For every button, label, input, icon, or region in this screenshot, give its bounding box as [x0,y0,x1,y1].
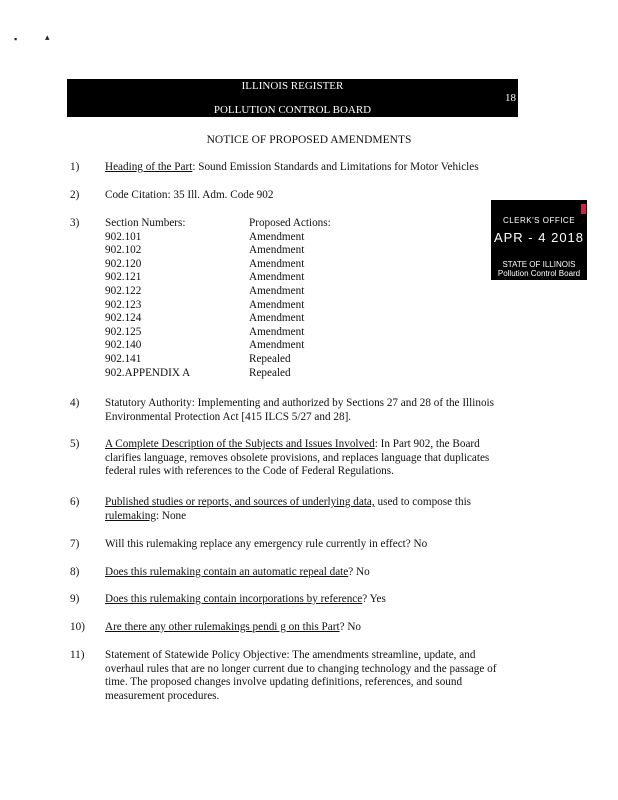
register-header [67,79,518,117]
section-number: 902.140 [105,339,142,352]
proposed-action: Amendment [249,312,305,325]
column-header-sections: Section Numbers: [105,217,186,229]
proposed-action: Amendment [249,284,305,297]
item-text: ? No [339,621,362,633]
item-text: used to compose this [374,496,472,508]
item-label: A Complete Description of the Subjects and Issues Involved [105,438,375,450]
table-row [105,258,365,272]
item-text: ? No [348,566,370,578]
item-label: Does this rulemaking contain incorporations by reference [105,593,363,605]
item-text-line: Statutory Authority: Implementing and authorized by Sections 27 and 28 of the Illinois [105,397,495,409]
table-row [105,353,365,367]
item-label: rulemaking [105,509,156,522]
stamp-date: APR - 4 2018 [493,230,585,245]
section-number: 902.120 [105,257,142,270]
section-number: 902.125 [105,325,142,338]
item-number: 11) [70,649,85,661]
item-label: Heading of the Part [105,161,193,173]
proposed-action: Amendment [249,339,305,352]
table-row [105,231,365,245]
table-row [105,339,365,353]
proposed-action: Amendment [249,257,305,270]
table-row [105,285,365,299]
section-number: 902.APPENDIX A [105,366,191,379]
item-text: : In Part 902, the Board [374,438,480,450]
item-number: 7) [70,538,80,550]
item-text: : Sound Emission Standards and Limitations for Motor Vehicles [192,161,479,173]
stamp-office: CLERK'S OFFICE [502,216,576,225]
section-number: 902.121 [105,271,142,284]
section-number: 902.122 [105,284,142,297]
table-row [105,367,365,381]
table-row [105,312,365,326]
item-text-line: time. The proposed changes involve updating definitions, references, and sound [105,676,463,689]
section-number: 902.124 [105,312,142,325]
section-number: 902.102 [105,244,142,257]
item-number: 6) [70,496,80,508]
proposed-action: Repealed [249,352,291,365]
section-table [105,217,365,380]
section-number: 902.123 [105,298,142,311]
item-number: 5) [70,438,80,450]
item-text-line: federal rules with references to the Code of Federal Regulations. [105,465,394,478]
item-number: 10) [70,621,85,633]
item-number: 9) [70,593,80,605]
stamp-mark [581,204,586,214]
item-text: : None [155,509,187,522]
item-text: Will this rulemaking replace any emergency rule currently in effect? No [105,538,428,550]
section-number: 902.101 [105,230,142,243]
section-number: 902.141 [105,352,142,365]
item-text-line: overhaul rules that are no longer current due to changing technology and the passage of [105,662,497,675]
item-number: 1) [70,161,80,173]
item-text-line: clarifies language, removes obsolete provisions, and replaces language that duplicates [105,451,490,464]
register-name: ILLINOIS REGISTER [241,80,344,92]
page-number: 18 [505,92,516,104]
notice-title: NOTICE OF PROPOSED AMENDMENTS [206,134,412,146]
table-row [105,244,365,258]
item-text: Code Citation: 35 Ill. Adm. Code 902 [105,189,274,201]
section-table-header [105,217,365,231]
item-text-line: Statement of Statewide Policy Objective: The amendments streamline, update, and [105,649,476,661]
item-text-line: measurement procedures. [105,689,220,702]
stamp-state: STATE OF ILLINOIS [502,260,576,269]
table-row [105,299,365,313]
item-number: 4) [70,397,80,409]
received-stamp [491,200,587,280]
item-label: Does this rulemaking contain an automatic repeal date [105,566,349,578]
item-text: ? Yes [362,593,386,605]
item-number: 8) [70,566,80,578]
proposed-action: Amendment [249,271,305,284]
item-number: 2) [70,189,80,201]
item-number: 3) [70,217,80,229]
column-header-actions: Proposed Actions: [249,217,331,229]
table-row [105,326,365,340]
board-name: POLLUTION CONTROL BOARD [213,104,372,116]
proposed-action: Amendment [249,298,305,311]
item-text-line: Environmental Protection Act [415 ILCS 5/27 and 28]. [105,410,352,423]
item-label: Are there any other rulemakings pendi g on this Part [105,621,340,633]
proposed-action: Amendment [249,325,305,338]
stamp-board: Pollution Control Board [497,269,581,278]
item-label: Published studies or reports, and sources of underlying data, [105,496,375,508]
proposed-action: Amendment [249,244,305,257]
proposed-action: Amendment [249,230,305,243]
table-row [105,271,365,285]
proposed-action: Repealed [249,366,291,379]
